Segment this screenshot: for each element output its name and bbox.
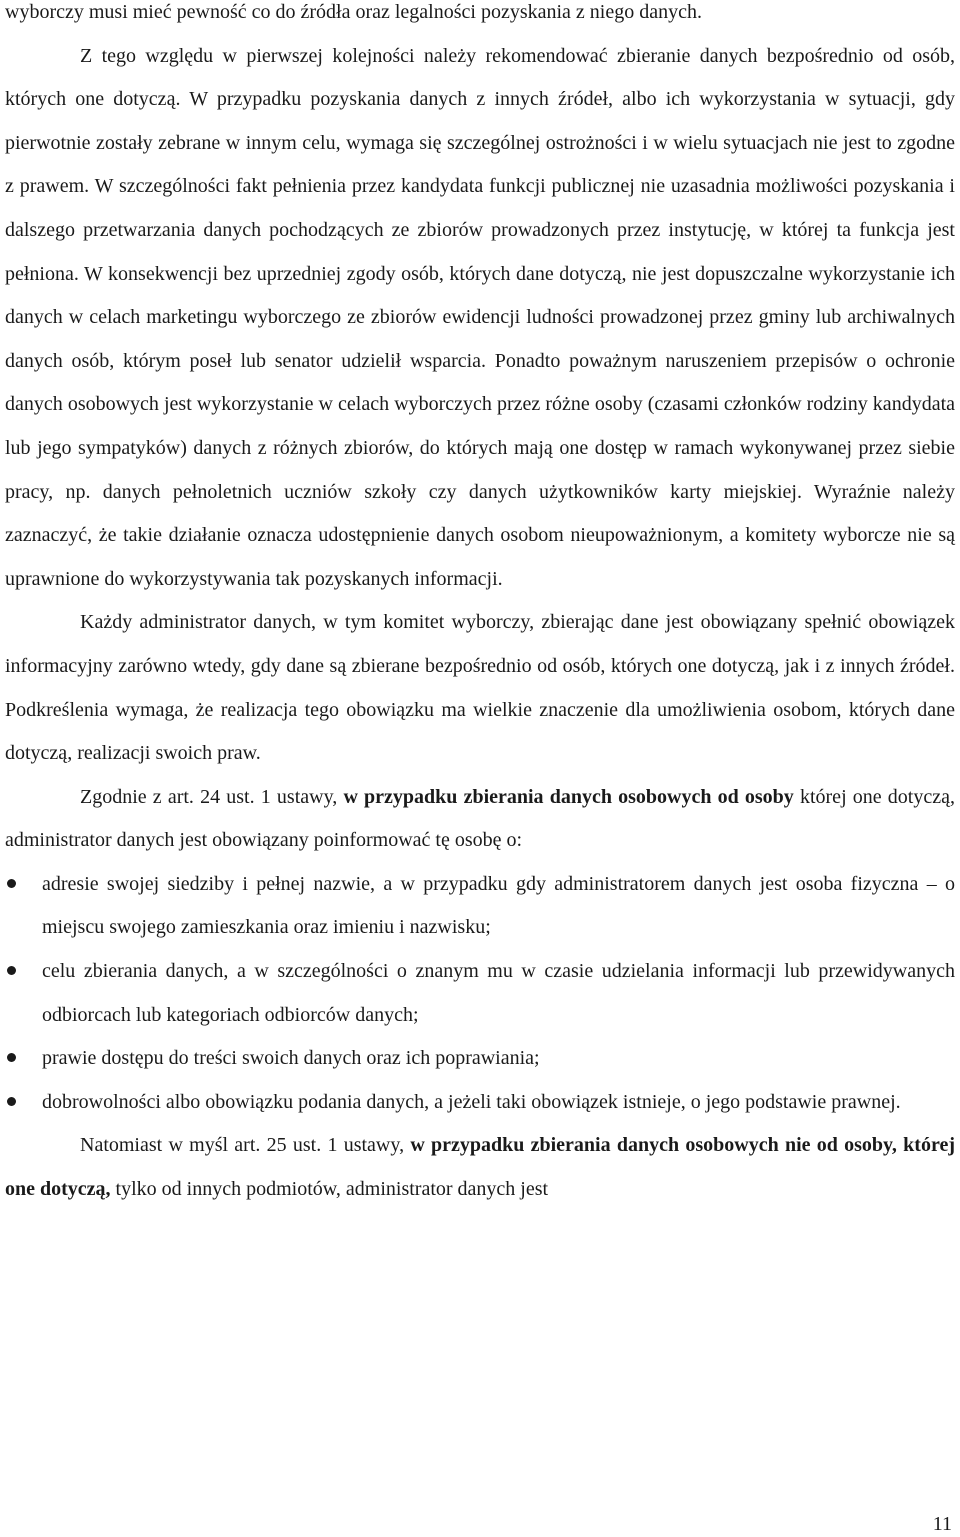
bullet-list <box>5 863 955 1125</box>
list-item-text: adresie swojej siedziby i pełnej nazwie, a w przypadku gdy administratorem danych jest osoba fizyczna – o miejscu swojego zamieszkania oraz imieniu i nazwisku; <box>42 872 955 939</box>
list-item-text: prawie dostępu do treści swoich danych oraz ich poprawiania; <box>42 1047 540 1070</box>
bullet-icon <box>7 966 16 975</box>
bullet-icon <box>7 1053 16 1062</box>
paragraph-art-25 <box>5 1124 955 1211</box>
page-number: 11 <box>932 1513 952 1535</box>
list-item <box>5 1081 955 1125</box>
art25-lead: Natomiast w myśl art. 25 ust. 1 ustawy, <box>80 1134 411 1157</box>
document-page <box>5 0 955 1212</box>
art25-bold: w przypadku zbierania danych osobowych nie od osoby, której one dotyczą, <box>5 1134 955 1201</box>
bullet-icon <box>7 879 16 888</box>
art25-tail: tylko od innych podmiotów, administrator danych jest <box>110 1178 549 1201</box>
art24-tail: której one dotyczą, administrator danych jest obowiązany poinformować tę osobę o: <box>5 785 955 852</box>
paragraph-data-sources: Z tego względu w pierwszej kolejności należy rekomendować zbieranie danych bezpośrednio od osób, których one dotyczą. W przypadku pozyskania danych z innych źródeł, albo ich wykorzystania w sytuacji, gdy pierwotnie zostały zebrane w innym celu, wymaga się szczególnej ostrożności i w wielu sytuacjach nie jest to zgodne z prawem. W szczególności fakt pełnienia przez kandydata funkcji publicznej nie uzasadnia możliwości pozyskania i dalszego przetwarzania danych pochodzących ze zbiorów prowadzonych przez instytucję, w której ta funkcja jest pełniona. W konsekwencji bez uprzedniej zgody osób, których dane dotyczą, nie jest dopuszczalne wykorzystanie ich danych w celach marketingu wyborczego ze zbiorów ewidencji ludności prowadzonej przez gminy lub archiwalnych danych osób, którym poseł lub senator udzielił wsparcia. Ponadto poważnym naruszeniem przepisów o ochronie danych osobowych jest wykorzystanie w celach wyborczych przez różne osoby (czasami członków rodziny kandydata lub jego sympatyków) danych z różnych zbiorów, do których mają one dostęp w ramach wykonywanej przez siebie pracy, np. danych pełnoletnich uczniów szkoły czy danych użytkowników karty miejskiej. Wyraźnie należy zaznaczyć, że takie działanie oznacza udostępnienie danych osobom nieupoważnionym, a komitety wyborcze nie są uprawnione do wykorzystywania tak pozyskanych informacji. <box>5 44 955 590</box>
list-item-text: celu zbierania danych, a w szczególności o znanym mu w czasie udzielania informacji lub przewidywanych odbiorcach lub kategoriach odbiorców danych; <box>42 960 955 1026</box>
paragraph-art-24 <box>5 776 955 863</box>
list-item <box>5 950 955 1037</box>
list-item-text: dobrowolności albo obowiązku podania danych, a jeżeli taki obowiązek istnieje, o jego podstawie prawnej. <box>42 1090 901 1113</box>
art24-lead: Zgodnie z art. 24 ust. 1 ustawy, <box>80 785 344 808</box>
paragraph-continuation: wyborczy musi mieć pewność co do źródła oraz legalności pozyskania z niego danych. <box>5 1 702 23</box>
paragraph-information-obligation: Każdy administrator danych, w tym komitet wyborczy, zbierając dane jest obowiązany spełnić obowiązek informacyjny zarówno wtedy, gdy dane są zbierane bezpośrednio od osób, których one dotyczą, jak i z innych źródeł. Podkreślenia wymaga, że realizacja tego obowiązku ma wielkie znaczenie dla umożliwienia osobom, których dane dotyczą, realizacji swoich praw. <box>5 611 955 765</box>
list-item <box>5 1037 955 1081</box>
art24-bold: w przypadku zbierania danych osobowych od osoby <box>343 785 794 808</box>
bullet-icon <box>7 1097 16 1106</box>
list-item <box>5 863 955 950</box>
